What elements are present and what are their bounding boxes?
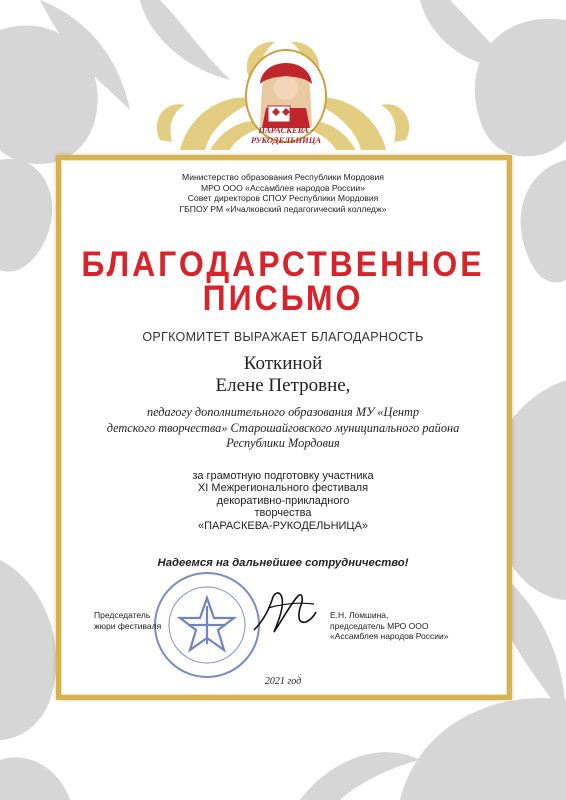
recipient-name: Елене Петровне, xyxy=(215,375,351,396)
official-stamp-icon xyxy=(152,570,262,680)
organizer-line: МРО ООО «Ассамблея народов России» xyxy=(200,182,366,193)
logo-text: ПАРАСКЕВА - РУКОДЕЛЬНИЦА xyxy=(251,125,321,145)
year: 2021 год xyxy=(264,676,302,687)
organizer-line: Совет директоров СПОУ Республики Мордовия xyxy=(187,193,379,204)
award-reason: за грамотную подготовку участника XI Межрегионального фестиваля декоративно-прикладного творчества «ПАРАСКЕВА-РУКОДЕЛЬНИЦА» xyxy=(192,470,374,532)
organizer-line: Министерство образования Республики Мордовия xyxy=(182,172,384,182)
chair-signatory: Председатель жюри фестиваля xyxy=(94,610,162,631)
recipient-surname: Коткиной xyxy=(243,353,323,374)
chair-signatory-right: Е.Н. Ломшина, председатель МРО ООО «Ассамблея народов России» xyxy=(330,610,449,641)
title-line-1: БЛАГОДАРСТВЕННОЕ xyxy=(81,244,485,284)
thanks-line: ОРГКОМИТЕТ ВЫРАЖАЕТ БЛАГОДАРНОСТЬ xyxy=(142,330,424,344)
signature xyxy=(248,582,318,640)
closing-line: Надеемся на дальнейшее сотрудничество! xyxy=(157,557,409,569)
organizers-list xyxy=(60,172,506,214)
title-line-2: ПИСЬМО xyxy=(202,278,364,318)
organizer-line: ГБПОУ РМ «Ичалковский педагогический колледж» xyxy=(179,203,387,214)
recipient-position: педагогу дополнительного образования МУ «Центр детского творчества» Старошайговского муниципального района Республики Мордовия xyxy=(106,405,460,450)
